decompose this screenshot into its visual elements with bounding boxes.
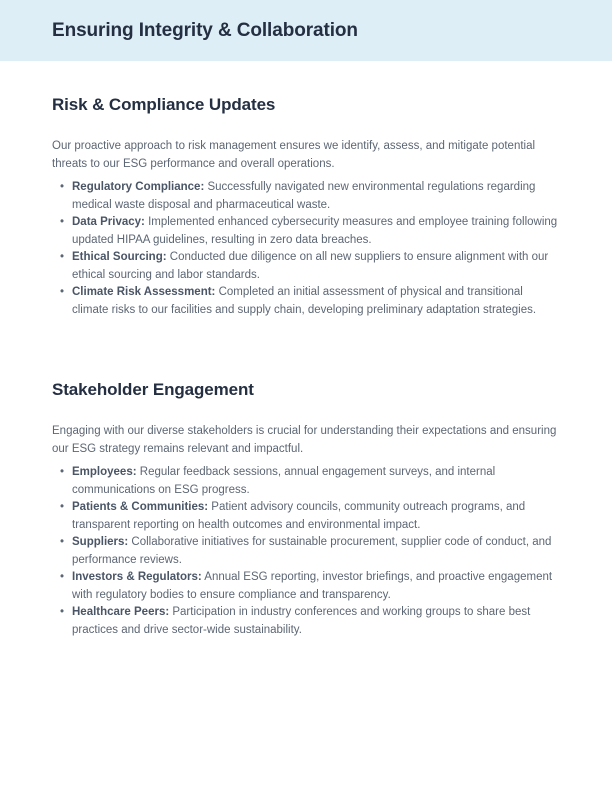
bullet-list: [52, 464, 560, 639]
section-intro-paragraph: Our proactive approach to risk management ensures we identify, assess, and mitigate potential threats to our ESG performance and overall operations.: [52, 140, 536, 170]
list-item-text: Annual ESG reporting, investor briefings, and proactive engagement with regulatory bodies to ensure compliance and transparency.: [72, 571, 553, 601]
list-item-label: Employees:: [72, 466, 137, 478]
list-item: [52, 284, 560, 319]
list-item: [52, 214, 560, 249]
bullet-dot-icon: •: [60, 286, 65, 298]
list-item-label: Healthcare Peers:: [72, 606, 170, 618]
list-item-label: Investors & Regulators:: [72, 571, 202, 583]
list-item-label: Suppliers:: [72, 536, 129, 548]
bullet-dot-icon: •: [60, 536, 65, 548]
list-item: [52, 534, 560, 569]
bullet-dot-icon: •: [60, 501, 65, 513]
list-item: [52, 179, 560, 214]
bullet-dot-icon: •: [60, 251, 65, 263]
bullet-dot-icon: •: [60, 606, 65, 618]
document-content: [0, 61, 612, 639]
section-intro-paragraph: Engaging with our diverse stakeholders is crucial for understanding their expectations and ensuring our ESG strategy remains relevant and impactful.: [52, 425, 557, 455]
bullet-dot-icon: •: [60, 571, 65, 583]
list-item-label: Climate Risk Assessment:: [72, 286, 216, 298]
page-header-band: [0, 0, 612, 61]
document-section: [52, 61, 560, 319]
list-item-text: Completed an initial assessment of physical and transitional climate risks to our facilities and supply chain, developing preliminary adaptation strategies.: [72, 286, 537, 316]
section-heading: Stakeholder Engagement: [52, 380, 254, 399]
list-item: [52, 249, 560, 284]
bullet-dot-icon: •: [60, 466, 65, 478]
document-section: [52, 319, 560, 639]
bullet-dot-icon: •: [60, 216, 65, 228]
bullet-list: [52, 179, 560, 319]
list-item-text: Regular feedback sessions, annual engagement surveys, and internal communications on ESG progress.: [72, 466, 496, 496]
list-item-text: Conducted due diligence on all new suppliers to ensure alignment with our ethical sourcing and labor standards.: [72, 251, 549, 281]
list-item-text: Patient advisory councils, community outreach programs, and transparent reporting on health outcomes and environmental impact.: [72, 501, 526, 531]
list-item-text: Implemented enhanced cybersecurity measures and employee training following updated HIPAA guidelines, resulting in zero data breaches.: [72, 216, 558, 246]
list-item-label: Data Privacy:: [72, 216, 145, 228]
page-title: Ensuring Integrity & Collaboration: [52, 19, 358, 41]
list-item: [52, 569, 560, 604]
list-item-text: Participation in industry conferences and working groups to share best practices and drive sector-wide sustainability.: [72, 606, 531, 636]
section-heading: Risk & Compliance Updates: [52, 95, 276, 114]
list-item-label: Patients & Communities:: [72, 501, 209, 513]
list-item-text: Collaborative initiatives for sustainable procurement, supplier code of conduct, and performance reviews.: [72, 536, 552, 566]
list-item: [52, 464, 560, 499]
bullet-dot-icon: •: [60, 181, 65, 193]
list-item: [52, 604, 560, 639]
list-item-text: Successfully navigated new environmental regulations regarding medical waste disposal and pharmaceutical waste.: [72, 181, 536, 211]
list-item: [52, 499, 560, 534]
list-item-label: Ethical Sourcing:: [72, 251, 167, 263]
list-item-label: Regulatory Compliance:: [72, 181, 205, 193]
